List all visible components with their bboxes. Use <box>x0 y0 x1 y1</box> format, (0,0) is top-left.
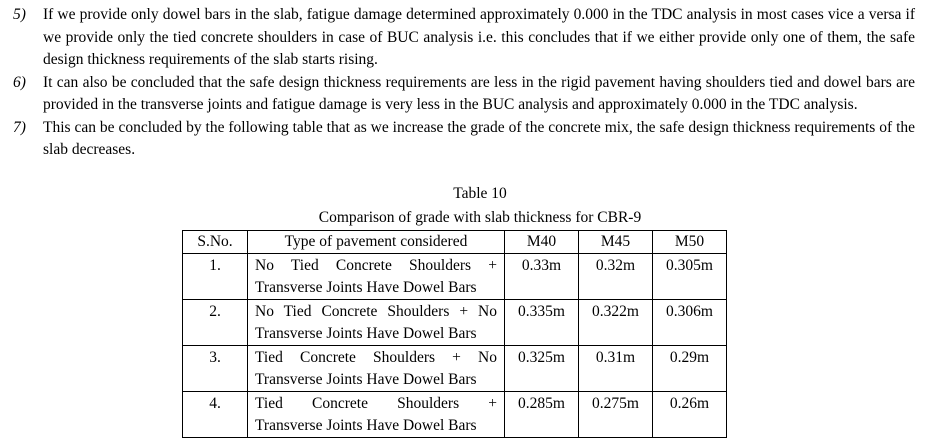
cell-type-line2: Transverse Joints Have Dowel Bars <box>255 417 477 434</box>
cell-m40: 0.325m <box>505 346 579 392</box>
header-type: Type of pavement considered <box>248 231 505 254</box>
header-m45: M45 <box>579 231 653 254</box>
cell-m50: 0.306m <box>653 300 727 346</box>
cell-sno: 3. <box>183 346 248 392</box>
cell-sno: 4. <box>183 392 248 438</box>
table-number: Table 10 <box>453 185 507 202</box>
cell-type-line1: No Tied Concrete Shoulders + <box>255 257 497 274</box>
cell-m45: 0.31m <box>579 346 653 392</box>
cell-type-line2: Transverse Joints Have Dowel Bars <box>255 371 477 388</box>
header-sno: S.No. <box>183 231 248 254</box>
cell-m50: 0.305m <box>653 254 727 300</box>
list-item-number: 5) <box>13 6 26 23</box>
header-m50: M50 <box>653 231 727 254</box>
cell-type-line2: Transverse Joints Have Dowel Bars <box>255 279 477 296</box>
cell-type <box>248 346 505 392</box>
cell-m45: 0.32m <box>579 254 653 300</box>
table-row <box>183 254 727 300</box>
cell-m50: 0.26m <box>653 392 727 438</box>
list-item-7 <box>0 117 929 162</box>
list-item-text: It can also be concluded that the safe design thickness requirements are less in the rigid pavement having shoulders tied and dowel bars are provided in the transverse joints and fatigue damage is very less in the BUC analysis and approximately 0.000 in the TDC analysis. <box>43 73 915 113</box>
cell-m45: 0.322m <box>579 300 653 346</box>
cell-type-line1: No Tied Concrete Shoulders + No <box>255 303 497 320</box>
table-title: Comparison of grade with slab thickness for CBR-9 <box>318 209 642 226</box>
table-row <box>183 300 727 346</box>
list-item-number: 7) <box>13 118 26 136</box>
cell-type-line1: Tied Concrete Shoulders + No <box>255 349 497 366</box>
table-row <box>183 392 727 438</box>
cell-sno: 1. <box>183 254 248 300</box>
cell-type-line2: Transverse Joints Have Dowel Bars <box>255 325 477 342</box>
list-item-6 <box>0 72 929 117</box>
table-header-row <box>183 231 727 254</box>
list-item-text: This can be concluded by the following table that as we increase the grade of the concrete mix, the safe design thickness requirements of the slab decreases. <box>43 118 915 158</box>
header-m40: M40 <box>505 231 579 254</box>
list-item-text: If we provide only dowel bars in the slab, fatigue damage determined approximately 0.000 in the TDC analysis in most cases vice a versa if we provide only the tied concrete shoulders in case of BUC analysis i.e. this concludes that if we either provide only one of them, the safe design thickness requirements of the slab starts rising. <box>43 6 915 68</box>
cell-m40: 0.285m <box>505 392 579 438</box>
cell-type-line1: Tied Concrete Shoulders + <box>255 395 497 412</box>
table-row <box>183 346 727 392</box>
cell-m40: 0.33m <box>505 254 579 300</box>
list-item-5 <box>0 4 929 72</box>
cell-m45: 0.275m <box>579 392 653 438</box>
cell-type <box>248 300 505 346</box>
cell-m50: 0.29m <box>653 346 727 392</box>
numbered-conclusions-list <box>0 4 929 162</box>
cell-m40: 0.335m <box>505 300 579 346</box>
cell-type <box>248 392 505 438</box>
cell-type <box>248 254 505 300</box>
grade-comparison-table <box>182 230 727 438</box>
cell-sno: 2. <box>183 300 248 346</box>
list-item-number: 6) <box>13 73 26 91</box>
